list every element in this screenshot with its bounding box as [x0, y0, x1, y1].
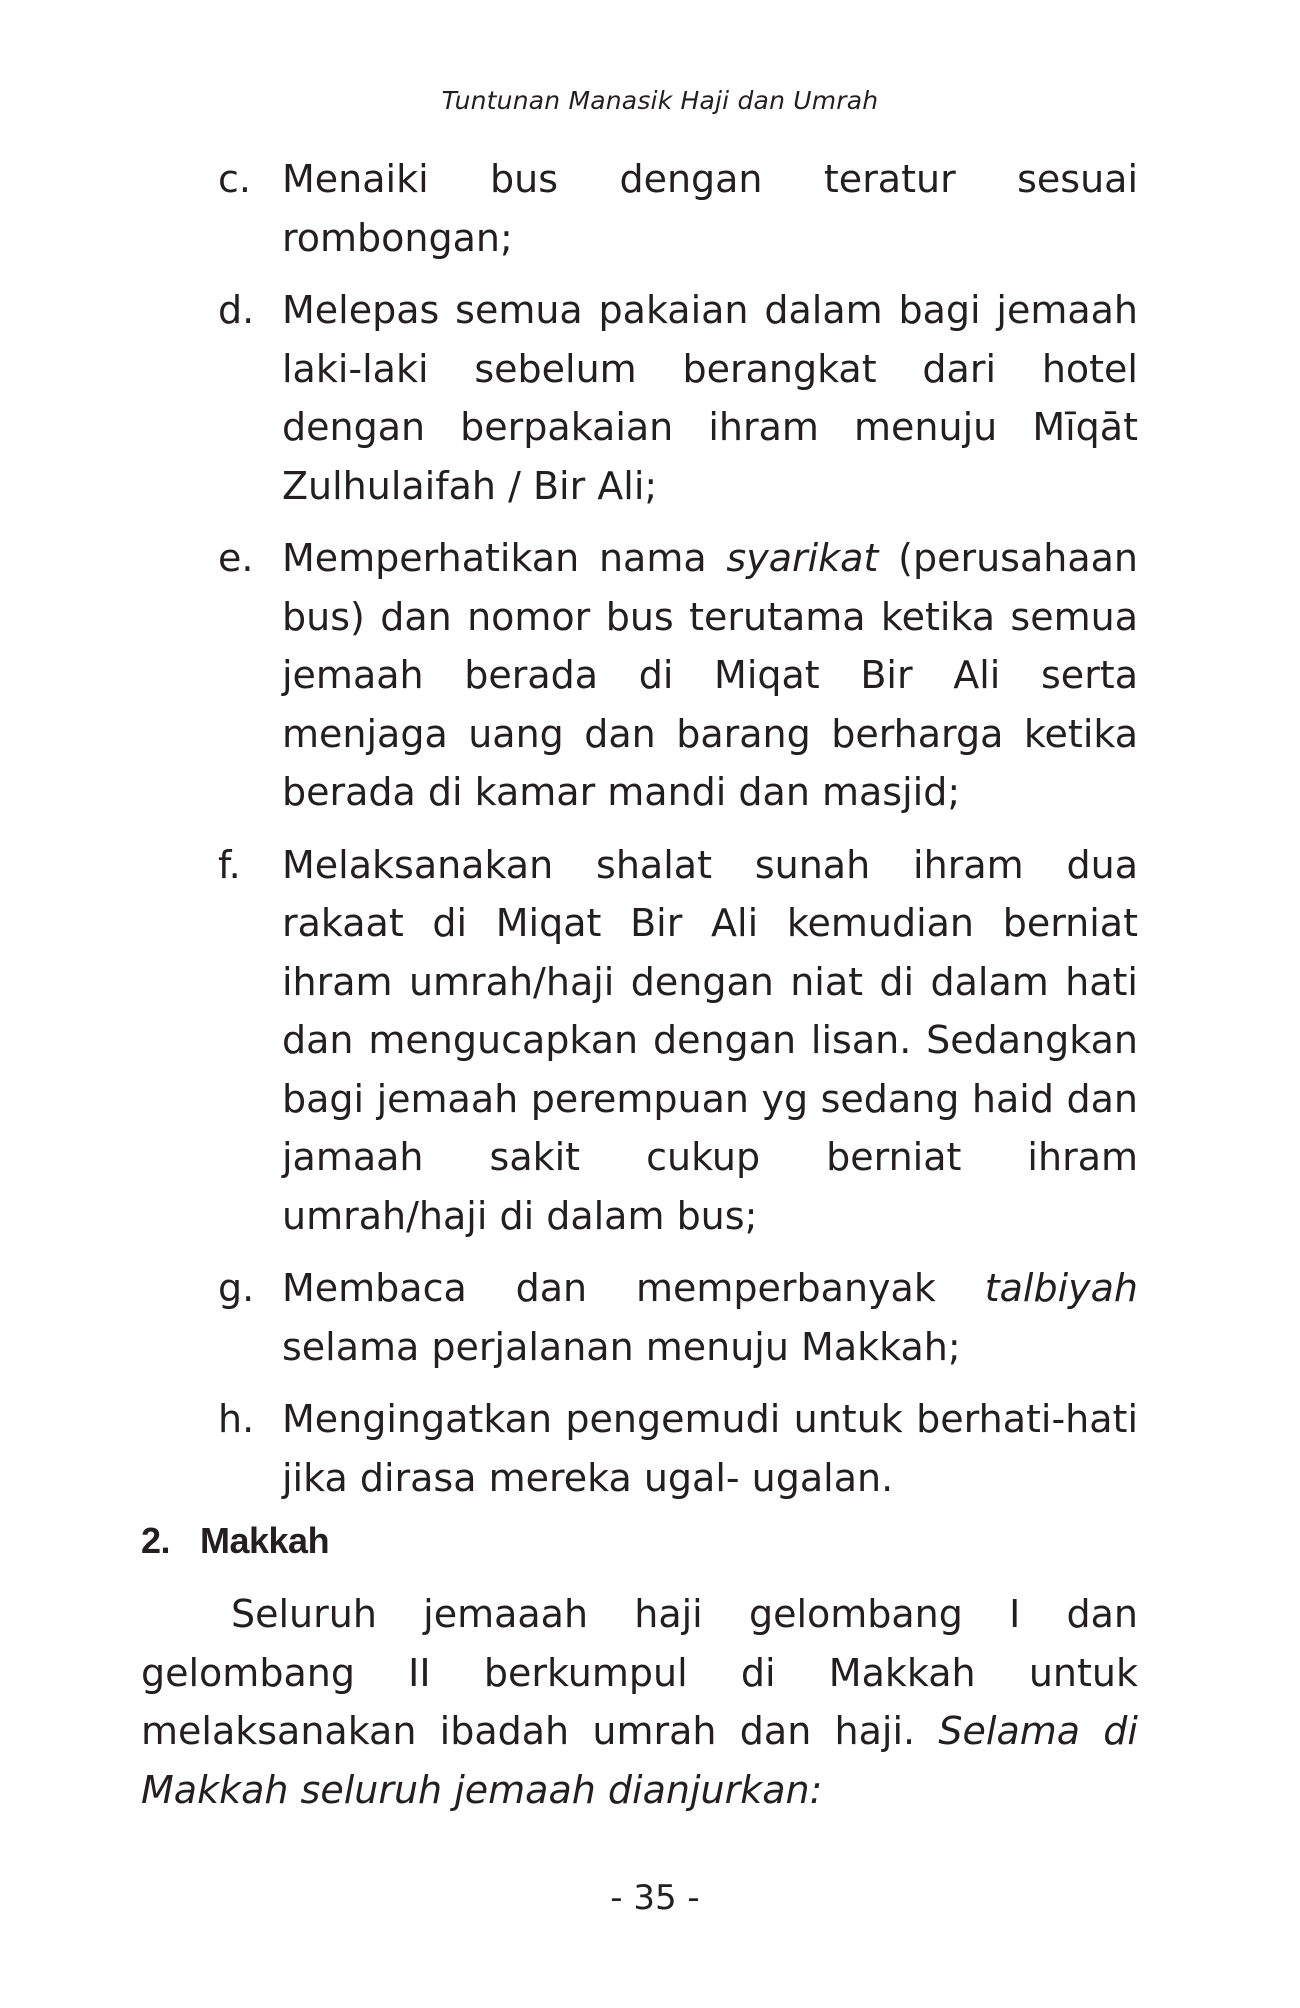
list-item-text-part: (perusahaan bus) dan nomor bus terutama ketika semua jemaah berada di Miqat Bir Ali serta menjaga uang dan barang berharga ketika berada di kamar mandi dan masjid; [282, 536, 1138, 814]
list-item-letter: f. [218, 842, 241, 887]
list-item-text-part: selama perjalanan menuju Makkah; [282, 1324, 961, 1369]
list-item-letter: g. [218, 1266, 255, 1310]
list-item-letter: h. [218, 1397, 255, 1441]
section-title: Makkah [200, 1520, 330, 1561]
section-number: 2. [141, 1520, 171, 1561]
list-item-letter: c. [218, 157, 251, 201]
list-item-text: Melepas semua pakaian dalam bagi jemaah laki-laki sebelum berangkat dari hotel dengan berpakaian ihram menuju Mīqāt Zulhulaifah / Bir Ali; [282, 288, 1138, 508]
list-item-e [218, 529, 1138, 822]
list-item-h [218, 1390, 1138, 1507]
list-item-f [218, 836, 1138, 1246]
page-number: - 35 - [610, 1878, 700, 1918]
list-item-text: Melaksanakan shalat sunah ihram dua rakaat di Miqat Bir Ali kemudian berniat ihram umrah/haji dengan niat di dalam hati dan mengucapkan dengan lisan. Sedangkan bagi jemaah perempuan yg sedang haid dan jamaah sakit cukup berniat ihram umrah/haji di dalam bus; [282, 842, 1138, 1238]
running-header: Tuntunan Manasik Haji dan Umrah [441, 86, 879, 115]
paragraph-italic-text: Selama di Makkah seluruh jemaah dianjurkan: [141, 1709, 1138, 1812]
list-item-letter: e. [218, 536, 254, 580]
list-item-text-part: Membaca dan memperbanyak [282, 1266, 985, 1310]
instruction-list [218, 150, 1138, 1521]
list-item-text [282, 1259, 1138, 1376]
list-item-d [218, 281, 1138, 515]
italic-term: syarikat [726, 536, 879, 580]
list-item-text-part: Memperhatikan nama [282, 536, 727, 580]
body-paragraph [141, 1585, 1138, 1819]
list-item-letter: d. [218, 288, 255, 332]
list-item-g [218, 1259, 1138, 1376]
list-item-text: Menaiki bus dengan teratur sesuai rombongan; [282, 157, 1138, 260]
list-item-c [218, 150, 1138, 267]
paragraph-text: Seluruh jemaaah haji gelombang I dan gelombang II berkumpul di Makkah untuk melaksanakan ibadah umrah dan haji. [141, 1592, 1138, 1753]
italic-term: talbiyah [984, 1266, 1138, 1310]
list-item-text [282, 529, 1138, 822]
list-item-text: Mengingatkan pengemudi untuk berhati-hati jika dirasa mereka ugal- ugalan. [282, 1397, 1138, 1500]
section-heading [141, 1520, 329, 1562]
